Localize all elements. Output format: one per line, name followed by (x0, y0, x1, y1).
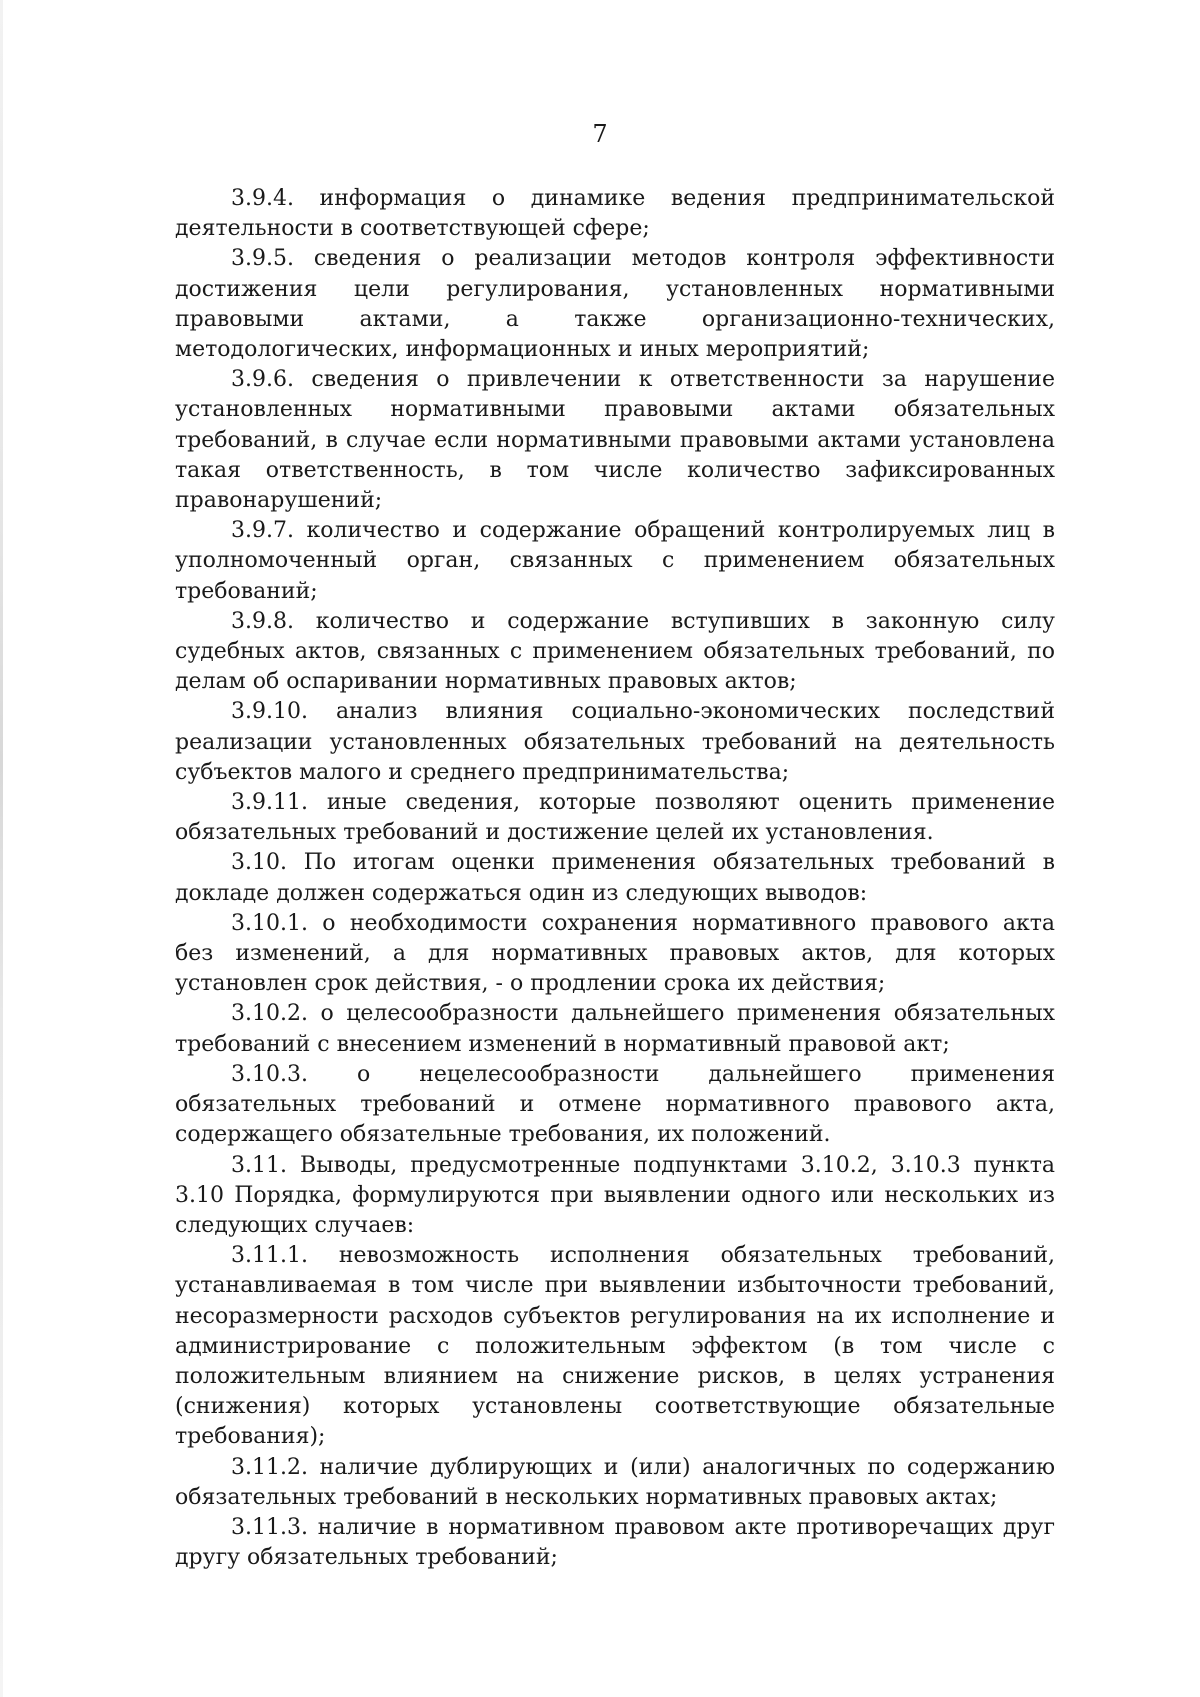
paragraph-3-10-2: 3.10.2. о целесообразности дальнейшего применения обязательных требований с внесением изменений в нормативный правовой акт; (175, 1001, 1055, 1057)
scan-edge-shadow (0, 0, 3, 1697)
paragraph-3-10-1: 3.10.1. о необходимости сохранения нормативного правового акта без изменений, а для нормативных правовых актов, для которых установлен срок действия, - о продлении срока их действия; (175, 910, 1055, 997)
paragraph-3-11: 3.11. Выводы, предусмотренные подпунктами 3.10.2, 3.10.3 пункта 3.10 Порядка, формулируются при выявлении одного или нескольких из следующих случаев: (175, 1152, 1055, 1238)
paragraph-3-9-11: 3.9.11. иные сведения, которые позволяют оценить применение обязательных требований и достижение целей их установления. (175, 790, 1055, 846)
paragraph-3-10: 3.10. По итогам оценки применения обязательных требований в докладе должен содержаться один из следующих выводов: (175, 850, 1055, 906)
paragraph-3-10-3: 3.10.3. о нецелесообразности дальнейшего применения обязательных требований и отмене нормативного правового акта, содержащего обязательные требования, их положений. (175, 1061, 1055, 1148)
paragraph-3-11-2: 3.11.2. наличие дублирующих и (или) аналогичных по содержанию обязательных требований в нескольких нормативных правовых актах; (175, 1454, 1055, 1510)
paragraph-3-9-10: 3.9.10. анализ влияния социально-экономических последствий реализации установленных обязательных требований на деятельность субъектов малого и среднего предпринимательства; (175, 699, 1055, 785)
page-number: 7 (592, 120, 608, 148)
paragraph-3-11-3: 3.11.3. наличие в нормативном правовом акте противоречащих друг другу обязательных требований; (175, 1514, 1055, 1571)
document-body (175, 184, 1055, 1573)
paragraph-3-9-8: 3.9.8. количество и содержание вступивших в законную силу судебных актов, связанных с применением обязательных требований, по делам об оспаривании нормативных правовых актов; (175, 608, 1055, 695)
paragraph-3-9-5: 3.9.5. сведения о реализации методов контроля эффективности достижения цели регулирования, установленных нормативными правовыми актами, а также организационно-технических, методологических, информационных и иных мероприятий; (175, 246, 1055, 363)
paragraph-3-9-7: 3.9.7. количество и содержание обращений контролируемых лиц в уполномоченный орган, связанных с применением обязательных требований; (175, 518, 1055, 604)
paragraph-3-9-6: 3.9.6. сведения о привлечении к ответственности за нарушение установленных нормативными правовыми актами обязательных требований, в случае если нормативными правовыми актами установлена такая ответственность, в том числе количество зафиксированных правонарушений; (175, 367, 1055, 514)
paragraph-3-11-1: 3.11.1. невозможность исполнения обязательных требований, устанавливаемая в том числе при выявлении избыточности требований, несоразмерности расходов субъектов регулирования на их исполнение и администрирование с положительным эффектом (в том числе с положительным влиянием на снижение рисков, в целях устранения (снижения) которых установлены соответствующие обязательные требования); (175, 1243, 1055, 1450)
paragraph-3-9-4: 3.9.4. информация о динамике ведения предпринимательской деятельности в соответствующей сфере; (175, 186, 1055, 242)
